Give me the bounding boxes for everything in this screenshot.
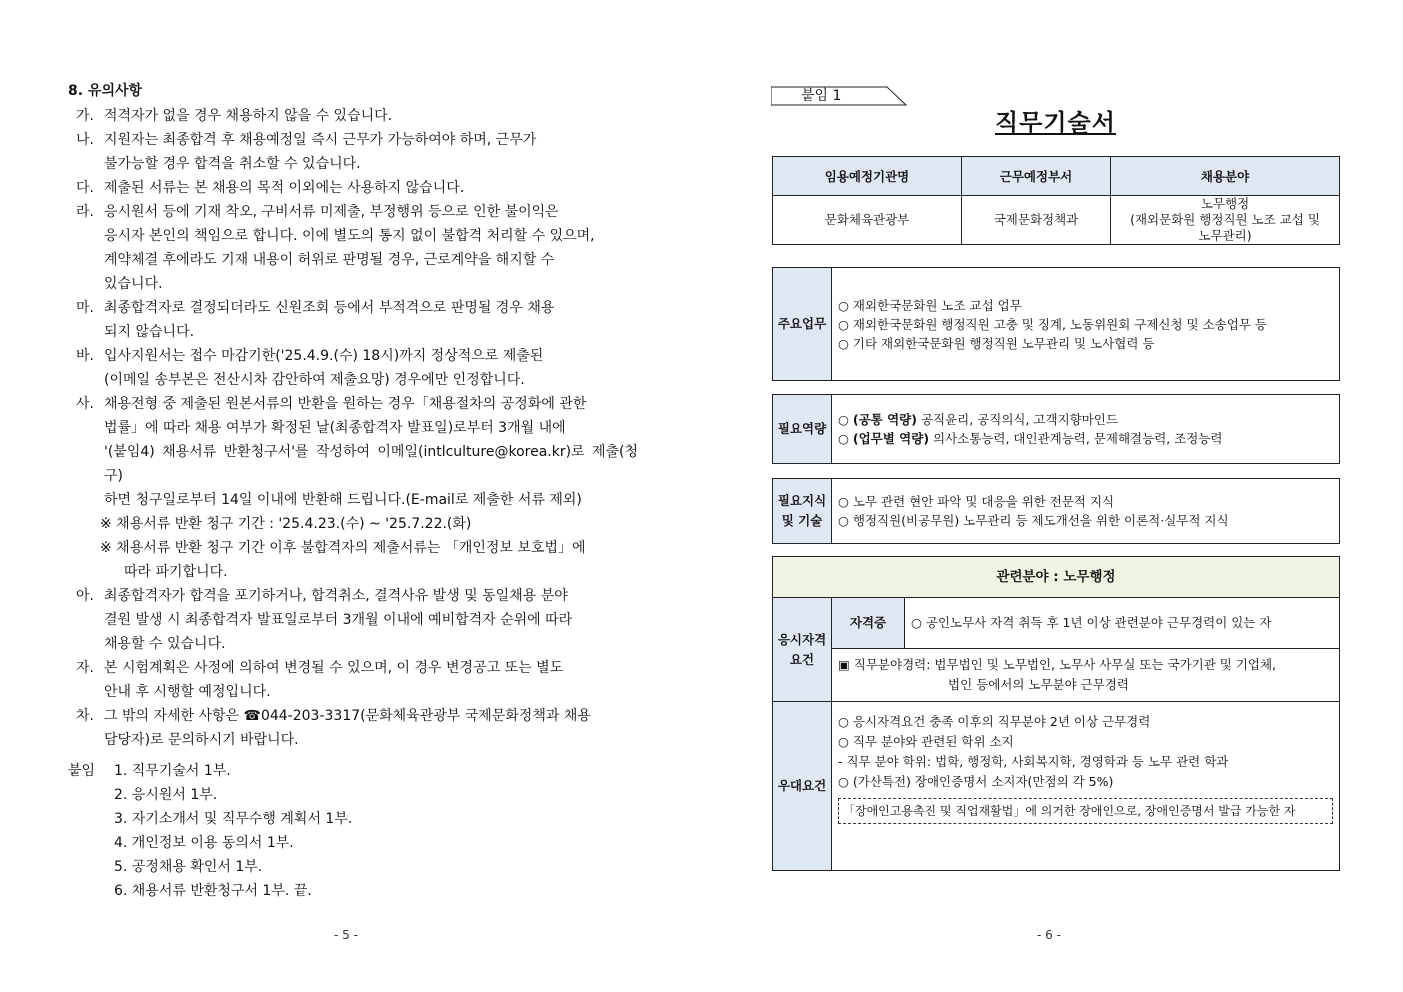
duty-item: ○ 재외한국문화원 노조 교섭 업무 [838, 297, 1022, 313]
preference-item: ○ (가산특전) 장애인증명서 소지자(만점의 각 5%) [838, 774, 1114, 789]
knowledge-label-line: 필요지식 [777, 493, 827, 508]
section-heading: 8. 유의사항 [68, 83, 143, 99]
note-line: 하면 청구일로부터 14일 이내에 반환해 드립니다.(E-mail로 제출한 서류 제외) [104, 492, 582, 508]
note-label: 아. [76, 588, 94, 604]
notes-list [76, 104, 638, 752]
note-label: 차. [76, 708, 94, 724]
competency-item [838, 410, 1333, 429]
competency-content [832, 395, 1340, 464]
field-line: (재외문화원 행정직원 노조 교섭 및 [1130, 212, 1320, 227]
competency-text: 공직윤리, 공직의식, 고객지향마인드 [916, 412, 1118, 427]
competency-text: 의사소통능력, 대인관계능력, 문제해결능력, 조정능력 [929, 431, 1223, 446]
knowledge-item: ○ 노무 관련 현안 파악 및 대응을 위한 전문적 지식 [838, 494, 1115, 509]
note-line: 결원 발생 시 최종합격자 발표일로부터 3개월 이내에 예비합격자 순위에 따라 [104, 612, 573, 628]
page-number: - 5 - [334, 928, 358, 942]
requirement-label-line: 요건 [789, 651, 815, 667]
left-page [0, 0, 700, 992]
note-line: 최종합격자가 합격을 포기하거나, 합격취소, 결격사유 발생 및 동일채용 분야 [104, 588, 568, 604]
note-line: 응시원서 등에 기재 착오, 구비서류 미제출, 부정행위 등으로 인한 불이익은 [104, 204, 559, 220]
note-label: 바. [76, 348, 94, 364]
table-header: 임용예정기관명 [773, 157, 962, 196]
preference-content [832, 702, 1340, 871]
table-header: 채용분야 [1111, 157, 1340, 196]
note-line: 본 시험계획은 사정에 의하여 변경될 수 있으며, 이 경우 변경공고 또는 별도 [104, 660, 564, 676]
note-line: 제출된 서류는 본 채용의 목적 이외에는 사용하지 않습니다. [104, 180, 465, 196]
preference-note: 「장애인고용촉진 및 직업재활법」에 의거한 장애인으로, 장애인증명서 발급 가능한 자 [838, 798, 1333, 824]
attachment-item: 5. 공정채용 확인서 1부. [114, 859, 263, 875]
duties-table [772, 267, 1340, 381]
field-cell [1111, 196, 1340, 245]
job-info-table [772, 156, 1340, 245]
note-label: 마. [76, 300, 94, 316]
department-cell: 국제문화정책과 [962, 196, 1111, 245]
preference-item: ○ 직무 분야와 관련된 학위 소지 [838, 734, 1014, 749]
note-item [76, 392, 638, 512]
note-line: 불가능할 경우 합격을 취소할 수 있습니다. [104, 156, 361, 172]
right-page [700, 0, 1403, 992]
note-line: 있습니다. [104, 276, 163, 292]
experience-line: 법인 등에서의 노무분야 근무경력 [948, 677, 1129, 692]
note-line: 법률」에 따라 채용 여부가 확정된 날(최종합격자 발표일)로부터 3개월 내에 [104, 420, 566, 436]
agency-cell: 문화체육관광부 [773, 196, 962, 245]
note-line: 최종합격자로 결정되더라도 신원조회 등에서 부적격으로 판명될 경우 채용 [104, 300, 555, 316]
competency-category: (업무별 역량) [852, 431, 930, 446]
note-label: 사. [76, 396, 94, 412]
field-line: 노무행정 [1200, 196, 1250, 211]
note-label: 나. [76, 132, 94, 148]
competency-category: (공통 역량) [852, 412, 917, 427]
preference-item: ○ 응시자격요건 충족 이후의 직무분야 2년 이상 근무경력 [838, 714, 1151, 729]
knowledge-label [773, 479, 832, 544]
note-line: 적격자가 없을 경우 채용하지 않을 수 있습니다. [104, 108, 393, 124]
bullet: ○ [838, 412, 853, 427]
knowledge-item: ○ 행정직원(비공무원) 노무관리 등 제도개선을 위한 이론적·실무적 지식 [838, 513, 1229, 528]
knowledge-content [832, 479, 1340, 544]
qualification-header: 관련분야 : 노무행정 [773, 557, 1340, 598]
experience-cell [832, 649, 1340, 702]
note-item [76, 584, 638, 656]
certificate-label: 자격증 [832, 598, 905, 649]
competency-table [772, 394, 1340, 464]
note-item [76, 344, 638, 392]
note-item [76, 656, 638, 704]
note-line: (이메일 송부본은 전산시차 감안하여 제출요망) 경우에만 인정합니다. [104, 372, 525, 388]
note-line: 그 밖의 자세한 사항은 ☎044-203-3317(문화체육관광부 국제문화정책과 채용 [104, 708, 591, 724]
attachment-tag: 붙임 1 [801, 88, 842, 104]
requirement-label-line: 응시자격 [777, 631, 827, 647]
note-label: 가. [76, 108, 94, 124]
attachment-item: 3. 자기소개서 및 직무수행 계획서 1부. [114, 811, 353, 827]
note-line: 채용할 수 있습니다. [104, 636, 226, 652]
note-line: 응시자 본인의 책임으로 합니다. 이에 별도의 통지 없이 불합격 처리할 수 있으며, [104, 228, 595, 244]
duties-label: 주요업무 [773, 268, 832, 381]
document-title: 직무기술서 [995, 109, 1116, 137]
note-line: 지원자는 최종합격 후 채용예정일 즉시 근무가 가능하여야 하며, 근무가 [104, 132, 537, 148]
qualification-table [772, 556, 1340, 871]
attachment-item: 2. 응시원서 1부. [114, 787, 218, 803]
note-line: 되지 않습니다. [104, 324, 195, 340]
note-item [76, 104, 638, 128]
note-item [76, 704, 638, 752]
knowledge-label-line: 및 기술 [781, 513, 823, 528]
note-line: '(붙임4) 채용서류 반환청구서'를 작성하여 이메일(intlculture@korea.kr)로 제출(청구) [104, 444, 638, 484]
competency-label: 필요역량 [773, 395, 832, 464]
note-line: 채용전형 중 제출된 원본서류의 반환을 원하는 경우「채용절차의 공정화에 관한 [104, 396, 587, 412]
note-line: 담당자)로 문의하시기 바랍니다. [104, 732, 299, 748]
duty-item: ○ 기타 재외한국문화원 행정직원 노무관리 및 노사협력 등 [838, 335, 1155, 351]
preference-item: - 직무 분야 학위: 법학, 행정학, 사회복지학, 경영학과 등 노무 관련 학과 [838, 754, 1229, 769]
knowledge-table [772, 478, 1340, 544]
experience-line: ▣ 직무분야경력: 법무법인 및 노무법인, 노무사 사무실 또는 국가기관 및 기업체, [838, 657, 1277, 672]
note-line: 입사지원서는 접수 마감기한('25.4.9.(수) 18시)까지 정상적으로 제출된 [104, 348, 544, 364]
attachments [68, 759, 352, 903]
preference-label: 우대요건 [773, 702, 832, 871]
duties-content [832, 268, 1340, 381]
sub-note: ※ 채용서류 반환 청구 기간 : '25.4.23.(수) ~ '25.7.22.(화) [100, 516, 472, 532]
table-header: 근무예정부서 [962, 157, 1111, 196]
note-line: 안내 후 시행할 예정입니다. [104, 684, 271, 700]
note-item [76, 296, 638, 344]
competency-item [838, 429, 1333, 448]
certificate-text: ○ 공인노무사 자격 취득 후 1년 이상 관련분야 근무경력이 있는 자 [905, 598, 1340, 649]
sub-note: ※ 채용서류 반환 청구 기간 이후 불합격자의 제출서류는 「개인정보 보호법」에 [100, 540, 586, 556]
note-line: 계약체결 후에라도 기재 내용이 허위로 판명될 경우, 근로계약을 해지할 수 [104, 252, 555, 268]
note-label: 라. [76, 204, 94, 220]
field-line: 노무관리) [1198, 228, 1252, 243]
requirement-label [773, 598, 832, 702]
attachment-item: 1. 직무기술서 1부. [114, 763, 231, 779]
sub-note: 따라 파기합니다. [124, 564, 228, 580]
note-label: 자. [76, 660, 94, 676]
page-number: - 6 - [1037, 928, 1061, 942]
note-item [76, 200, 638, 296]
note-item [76, 176, 638, 200]
duty-item: ○ 재외한국문화원 행정직원 고충 및 징계, 노동위원회 구제신청 및 소송업무 등 [838, 316, 1267, 332]
bullet: ○ [838, 431, 853, 446]
attachment-item: 4. 개인정보 이용 동의서 1부. [114, 835, 294, 851]
note-item [76, 128, 638, 176]
attachment-item: 6. 채용서류 반환청구서 1부. 끝. [114, 883, 312, 899]
note-label: 다. [76, 180, 94, 196]
attachments-label: 붙임 [68, 763, 96, 779]
